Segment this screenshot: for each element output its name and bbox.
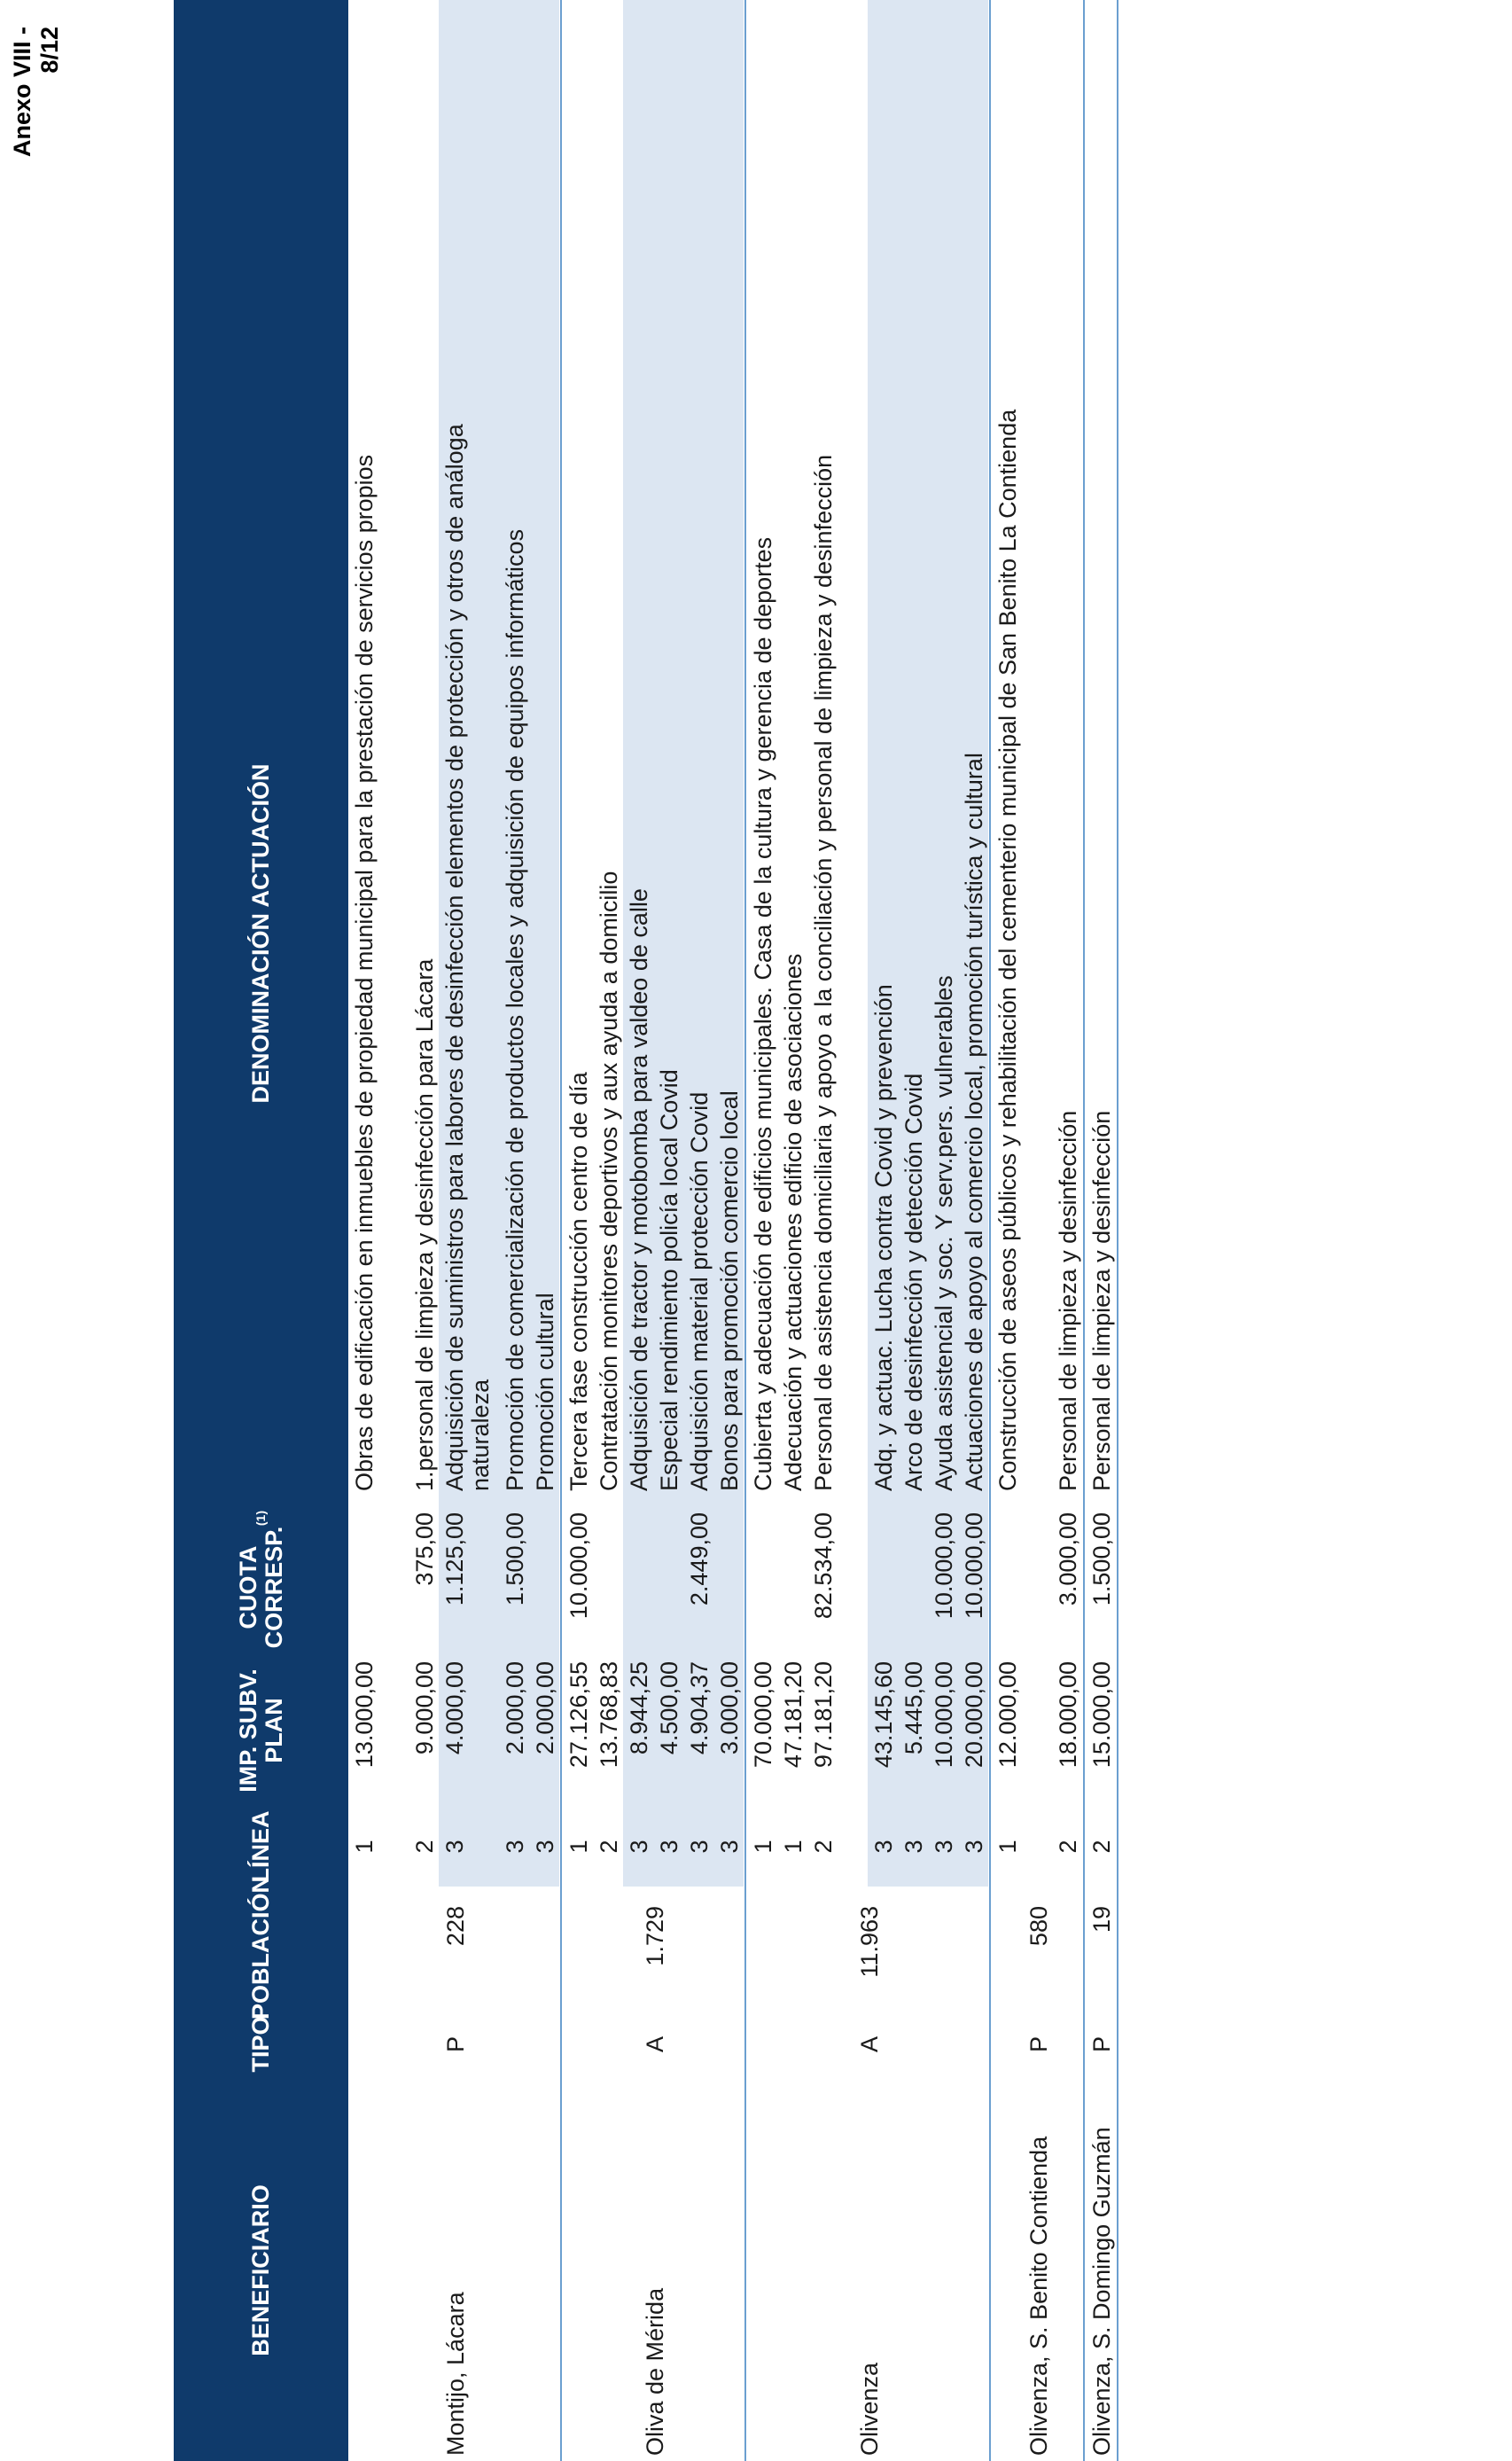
- linea-value: 3: [716, 1840, 743, 1854]
- denominacion-text: Ayuda asistencial y soc. Y serv.pers. vulnerables: [931, 975, 957, 1491]
- imp-subv-value: 27.126,55: [565, 1661, 592, 1769]
- cuota-value: [747, 1505, 751, 1654]
- denominacion-text: Adq. y actuac. Lucha contra Covid y prevención: [870, 984, 897, 1491]
- table-row: [807, 0, 868, 2461]
- tipo-value: P: [1088, 2036, 1115, 2053]
- linea-value: 3: [870, 1840, 897, 1854]
- header-cuota-corresp: [174, 1505, 348, 1654]
- header-denominacion: DENOMINACIÓN ACTUACIÓN: [247, 763, 274, 1104]
- denominacion-text: Construcción de aseos públicos y rehabilitación del cementerio municipal de San Benito La Contienda: [994, 409, 1021, 1491]
- table-row: [499, 0, 529, 2461]
- poblacion-value: 228: [442, 1906, 469, 1947]
- cuota-value: 1.500,00: [502, 1512, 528, 1606]
- cuota-value: [713, 1505, 717, 1654]
- imp-subv-value: 15.000,00: [1088, 1661, 1115, 1769]
- table-row: [713, 0, 744, 2461]
- imp-subv-value: 4.500,00: [656, 1661, 682, 1755]
- denominacion-text: Promoción cultural: [532, 1293, 558, 1491]
- header-cuota-label: CUOTA CORRESP.: [234, 1526, 287, 1649]
- imp-subv-value: 20.000,00: [961, 1661, 987, 1769]
- table-row: [683, 0, 713, 2461]
- group-separator: [989, 0, 991, 2461]
- denominacion-text: Adquisición de tractor y motobomba para valdeo de calle: [626, 888, 652, 1491]
- table-row: [1086, 0, 1116, 2461]
- cuota-value: [898, 1505, 901, 1654]
- linea-value: 1: [750, 1840, 776, 1854]
- denominacion-text: Cubierta y adecuación de edificios municipales. Casa de la cultura y gerencia de deportes: [750, 536, 776, 1491]
- cuota-value: [348, 1505, 352, 1654]
- table-row: [593, 0, 623, 2461]
- linea-value: 2: [411, 1840, 438, 1854]
- imp-subv-value: 9.000,00: [411, 1661, 438, 1755]
- imp-subv-value: 70.000,00: [750, 1661, 776, 1769]
- table-row: [623, 0, 653, 2461]
- header-poblacion: POBLACIÓN: [247, 1876, 274, 2020]
- table-row: [868, 0, 898, 2461]
- imp-subv-value: 13.768,83: [596, 1661, 622, 1769]
- cuota-value: 2.449,00: [686, 1512, 713, 1606]
- header-imp-subv-plan: IMP. SUBV. PLAN: [234, 1668, 287, 1793]
- denominacion-text: Personal de limpieza y desinfección: [1055, 1110, 1081, 1491]
- denominacion-text: Adquisición de suministros para labores de desinfección elementos de protección y otros de análoga naturaleza: [441, 424, 494, 1491]
- table-body: [348, 0, 1119, 2461]
- denominacion-text: Personal de asistencia domiciliaria y apoyo a la conciliación y personal de limpieza y desinfección: [810, 454, 837, 1491]
- beneficiary-name: Montijo, Lácara: [442, 2292, 469, 2456]
- tipo-value: A: [642, 2036, 668, 2053]
- page-header: Anexo VIII - 8/12: [9, 27, 63, 158]
- cuota-value: 1.125,00: [441, 1512, 468, 1606]
- cuota-value: [593, 1505, 596, 1654]
- imp-subv-value: 3.000,00: [716, 1661, 743, 1755]
- group-separator: [560, 0, 562, 2461]
- group-separator: [1083, 0, 1085, 2461]
- imp-subv-value: 43.145,60: [870, 1661, 897, 1769]
- header-beneficiario: BENEFICIARIO: [247, 2184, 274, 2356]
- imp-subv-value: 5.445,00: [900, 1661, 927, 1755]
- linea-value: 3: [532, 1840, 558, 1854]
- linea-value: 3: [626, 1840, 652, 1854]
- imp-subv-value: 2.000,00: [532, 1661, 558, 1755]
- linea-value: 3: [656, 1840, 682, 1854]
- table-row: [958, 0, 988, 2461]
- group-separator: [744, 0, 746, 2461]
- table-row: [1052, 0, 1082, 2461]
- table-row: [409, 0, 439, 2461]
- cuota-value: 375,00: [411, 1512, 438, 1586]
- poblacion-value: 19: [1088, 1906, 1115, 1934]
- linea-value: 3: [686, 1840, 713, 1854]
- linea-value: 3: [502, 1840, 528, 1854]
- poblacion-value: 1.729: [642, 1906, 668, 1966]
- imp-subv-value: 4.904,37: [686, 1661, 713, 1755]
- denominacion-text: Contratación monitores deportivos y aux ayuda a domicilio: [596, 871, 622, 1491]
- beneficiary-name: Oliva de Mérida: [642, 2287, 668, 2456]
- imp-subv-value: 18.000,00: [1055, 1661, 1081, 1769]
- beneficiary-name: Olivenza, S. Benito Contienda: [1025, 2136, 1052, 2456]
- table-row: [898, 0, 928, 2461]
- header-cuota-note: (1): [253, 1511, 268, 1527]
- group-separator: [1117, 0, 1118, 2461]
- denominacion-text: Tercera fase construcción centro de día: [565, 1072, 592, 1491]
- linea-value: 2: [1055, 1840, 1081, 1854]
- denominacion-text: Personal de limpieza y desinfección: [1088, 1110, 1115, 1491]
- linea-value: 2: [1088, 1840, 1115, 1854]
- cuota-value: 82.534,00: [810, 1512, 837, 1620]
- imp-subv-value: 12.000,00: [994, 1661, 1021, 1769]
- table-row: [747, 0, 777, 2461]
- denominacion-text: Especial rendimiento policía local Covid: [656, 1069, 682, 1491]
- table-row: [928, 0, 958, 2461]
- table-row: [348, 0, 409, 2461]
- denominacion-text: Adquisición material protección Covid: [686, 1091, 713, 1491]
- poblacion-value: 11.963: [856, 1906, 883, 1978]
- denominacion-text: Actuaciones de apoyo al comercio local, promoción turística y cultural: [961, 753, 987, 1491]
- imp-subv-value: 8.944,25: [626, 1661, 652, 1755]
- linea-value: 3: [961, 1840, 987, 1854]
- imp-subv-value: 2.000,00: [502, 1661, 528, 1755]
- beneficiary-table: [174, 0, 1119, 2461]
- table-row: [563, 0, 593, 2461]
- beneficiary-name: Olivenza: [856, 2362, 883, 2456]
- table-row: [439, 0, 499, 2461]
- imp-subv-value: 13.000,00: [351, 1661, 378, 1769]
- cuota-value: [868, 1505, 871, 1654]
- linea-value: 1: [565, 1840, 592, 1854]
- denominacion-text: Arco de desinfección y detección Covid: [900, 1073, 927, 1491]
- denominacion-text: 1.personal de limpieza y desinfección para Lácara: [411, 958, 438, 1491]
- linea-value: 3: [931, 1840, 957, 1854]
- linea-value: 2: [596, 1840, 622, 1854]
- linea-value: 3: [441, 1840, 468, 1854]
- linea-value: 1: [994, 1840, 1021, 1854]
- poblacion-value: 580: [1025, 1906, 1052, 1947]
- cuota-value: [529, 1505, 533, 1654]
- tipo-value: P: [1025, 2036, 1052, 2053]
- cuota-value: 10.000,00: [931, 1512, 957, 1620]
- cuota-value: [623, 1505, 627, 1654]
- denominacion-text: Bonos para promoción comercio local: [716, 1090, 743, 1491]
- beneficiary-name: Olivenza, S. Domingo Guzmán: [1088, 2127, 1115, 2456]
- tipo-value: A: [856, 2036, 883, 2053]
- table-row: [992, 0, 1052, 2461]
- denominacion-text: Promoción de comercialización de productos locales y adquisición de equipos informáticos: [502, 528, 528, 1491]
- cuota-value: 1.500,00: [1088, 1512, 1115, 1606]
- cuota-value: 10.000,00: [961, 1512, 987, 1620]
- table-header: [174, 0, 348, 2461]
- imp-subv-value: 10.000,00: [931, 1661, 957, 1769]
- cuota-value: 10.000,00: [565, 1512, 592, 1620]
- table-row: [777, 0, 807, 2461]
- table-row: [653, 0, 683, 2461]
- table-row: [529, 0, 559, 2461]
- imp-subv-value: 97.181,20: [810, 1661, 837, 1769]
- cuota-value: [992, 1505, 995, 1654]
- linea-value: 1: [780, 1840, 807, 1854]
- denominacion-text: Adecuación y actuaciones edificio de asociaciones: [780, 953, 807, 1491]
- cuota-value: [777, 1505, 781, 1654]
- tipo-value: P: [442, 2036, 469, 2053]
- cuota-value: [653, 1505, 657, 1654]
- linea-value: 1: [351, 1840, 378, 1854]
- cuota-value: 3.000,00: [1055, 1512, 1081, 1606]
- imp-subv-value: 4.000,00: [441, 1661, 468, 1755]
- denominacion-text: Obras de edificación en inmuebles de propiedad municipal para la prestación de servicios propios: [351, 454, 378, 1491]
- header-tipo: TIPO: [247, 2016, 274, 2073]
- header-linea: LÍNEA: [247, 1810, 274, 1883]
- imp-subv-value: 47.181,20: [780, 1661, 807, 1769]
- linea-value: 3: [900, 1840, 927, 1854]
- linea-value: 2: [810, 1840, 837, 1854]
